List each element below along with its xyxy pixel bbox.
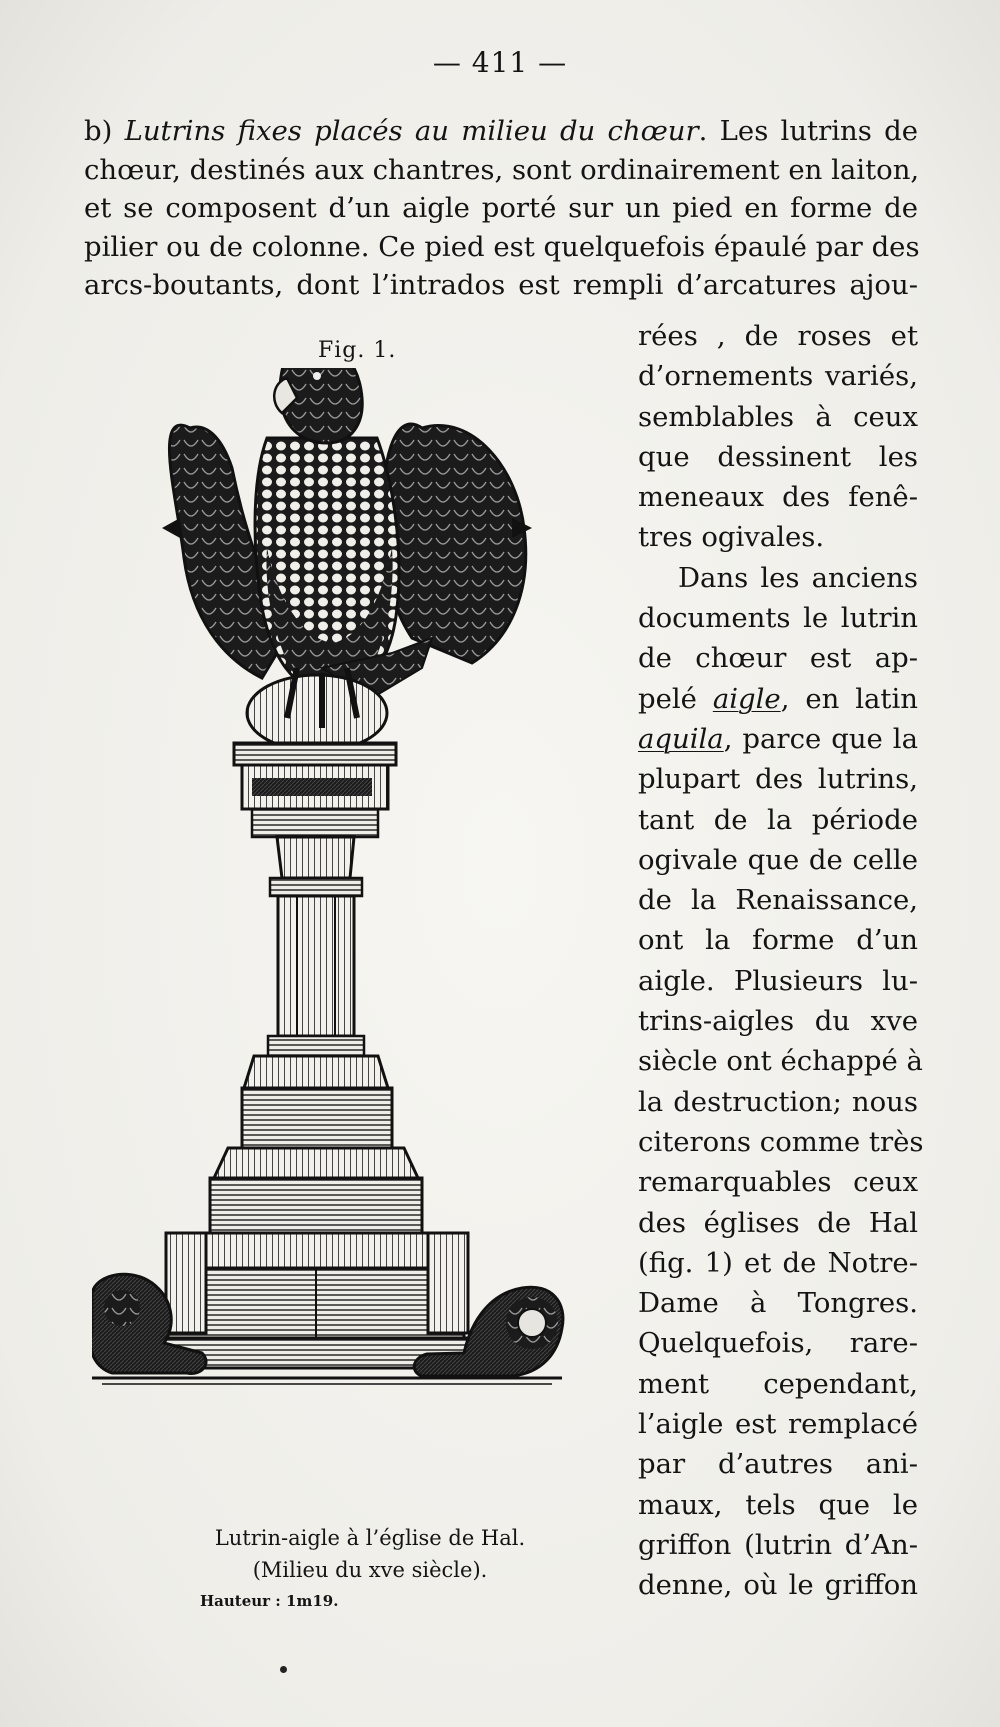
column-line-text: trins-aigles du xve [638, 1005, 918, 1038]
column-line-text: par d’autres ani- [638, 1448, 918, 1481]
column-line [638, 679, 918, 719]
column-line [638, 1203, 918, 1243]
column-line [638, 961, 918, 1001]
column-line-text: l’aigle est remplacé [638, 1408, 918, 1441]
column-line [638, 920, 918, 960]
figure-caption-height: Hauteur : 1m19. [200, 1592, 339, 1610]
column-line-text: siècle ont échappé à [638, 1045, 923, 1078]
column-line-text: documents le lutrin [638, 602, 918, 635]
lead-line-text: pilier ou de colonne. Ce pied est quelquefois épaulé par des [84, 230, 920, 263]
column-line-text: Quelquefois, rare- [638, 1327, 918, 1360]
lead-line-text: chœur, destinés aux chantres, sont ordinairement en laiton, [84, 153, 920, 186]
column-line-text: plupart des lutrins, [638, 763, 918, 796]
column-line-emphasis: aigle [712, 682, 781, 715]
column-line-text: des églises de Hal [638, 1206, 918, 1239]
page-number: — 411 — [432, 46, 568, 79]
column-line-text: griffon (lutrin d’An- [638, 1528, 918, 1561]
column-line-text: ment cependant, [638, 1367, 918, 1400]
column-line-text: pelé [638, 682, 713, 715]
column-line [638, 397, 918, 437]
text-column [638, 316, 924, 1606]
lead-line [84, 189, 918, 228]
column-line-text: remarquables ceux [638, 1166, 918, 1199]
column-line-text: denne, où le griffon [638, 1569, 918, 1602]
lead-line-text: . Les lutrins de [698, 115, 918, 147]
column-line [638, 1404, 918, 1444]
column-line-text: Dame à Tongres. [638, 1287, 918, 1320]
column-line-text: (fig. 1) et de Notre- [638, 1246, 918, 1279]
column-line [638, 316, 918, 356]
lead-line [84, 112, 918, 151]
column-line-text: la destruction; nous [638, 1085, 918, 1118]
column-line [638, 1485, 918, 1525]
column-line [638, 759, 918, 799]
column-line [638, 800, 918, 840]
column-line [638, 558, 918, 598]
column-line [638, 1565, 918, 1605]
ink-dot [280, 1666, 287, 1673]
column-line [638, 840, 918, 880]
lead-line [84, 228, 918, 267]
column-line-text: aigle. Plusieurs lu- [638, 964, 918, 997]
figure-caption-date: (Milieu du xve siècle). [252, 1558, 488, 1582]
column-line [638, 1122, 924, 1162]
column-line [638, 1041, 923, 1081]
column-line-text: maux, tels que le [638, 1488, 918, 1521]
column-line-text: rées , de roses et [638, 320, 918, 352]
column-line [638, 437, 918, 477]
column-line-text: ont la forme d’un [638, 924, 918, 957]
column-line-text: de la Renaissance, [638, 884, 918, 917]
column-line [638, 1364, 918, 1404]
column-line [638, 477, 918, 517]
column-line [638, 1444, 918, 1484]
column-line-text: , en latin [780, 682, 918, 715]
figure-label: Fig. 1. [318, 338, 397, 363]
column-line-text: Dans les anciens [678, 561, 918, 594]
column-line [638, 1283, 918, 1323]
column-line-emphasis: aquila [638, 722, 724, 755]
column-line-text: tres ogivales. [638, 521, 825, 554]
lead-paragraph [84, 112, 918, 305]
figure-caption-title: Lutrin-aigle à l’église de Hal. [214, 1526, 526, 1550]
column-line [638, 1243, 918, 1283]
column-line [638, 1323, 918, 1363]
column-line [638, 1082, 918, 1122]
column-line [638, 880, 918, 920]
lead-line [84, 151, 918, 190]
lead-line-emphasis: Lutrins fixes placés au milieu du chœur [124, 115, 699, 147]
column-line [638, 1162, 918, 1202]
column-line [638, 638, 918, 678]
column-line-text: de chœur est ap- [638, 642, 918, 675]
column-line-text: ogivale que de celle [638, 843, 918, 876]
column-line-text: meneaux des fenê- [638, 481, 918, 514]
column-line-text: semblables à ceux [638, 400, 918, 433]
column-line-text: que dessinent les [638, 440, 918, 473]
column-line-text: tant de la période [638, 803, 918, 836]
column-line [638, 598, 918, 638]
column-line [638, 1525, 918, 1565]
column-line [638, 517, 918, 557]
eagle-lectern-engraving [92, 368, 604, 1518]
column-line-text: , parce que la [723, 722, 918, 755]
lead-line-text: et se composent d’un aigle porté sur un pied en forme de [84, 192, 918, 224]
column-line [638, 356, 918, 396]
lead-line-text: arcs-boutants, dont l’intrados est rempli d’arcatures ajou- [84, 269, 918, 301]
column-line [638, 719, 918, 759]
lead-line [84, 266, 918, 305]
column-line [638, 1001, 918, 1041]
column-line-text: citerons comme très [638, 1125, 924, 1158]
column-line-text: d’ornements variés, [638, 360, 918, 393]
lead-line-text: b) [84, 115, 125, 147]
